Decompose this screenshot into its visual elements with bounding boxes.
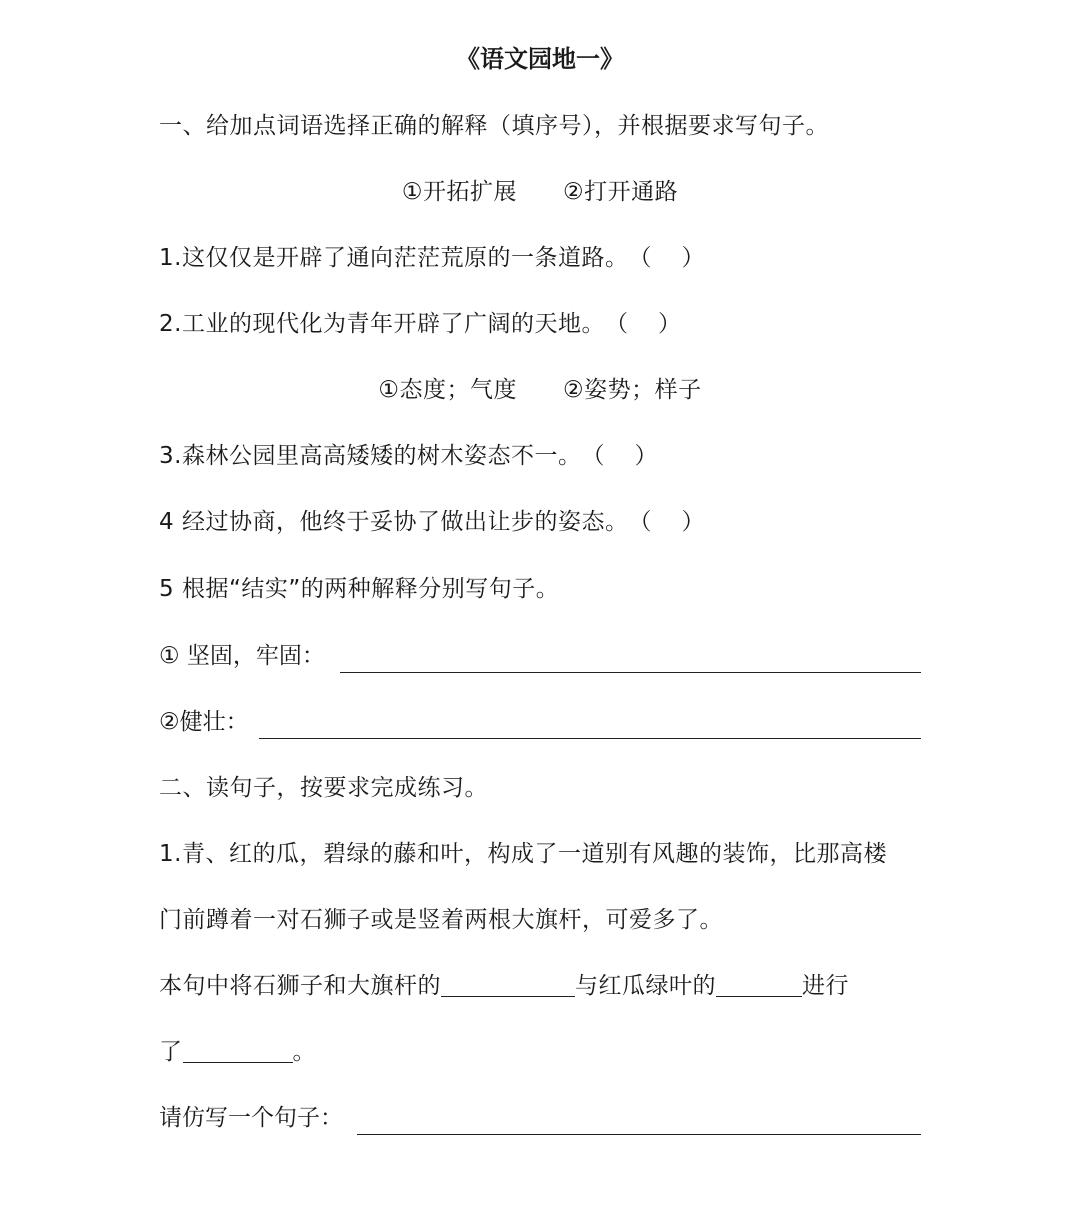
option-a-1: ①开拓扩展 bbox=[401, 179, 517, 205]
fill-sentence-line1: 本句中将石狮子和大旗杆的 与红瓜绿叶的 进行 bbox=[159, 973, 849, 999]
section2-q1-line2: 门前蹲着一对石狮子或是竖着两根大旗杆，可爱多了。 bbox=[159, 907, 723, 933]
q5-a-answer-line[interactable] bbox=[340, 672, 921, 673]
answer-paren-4[interactable]: （ ） bbox=[628, 509, 705, 535]
fill-blank-2[interactable] bbox=[716, 972, 802, 997]
section2-heading: 二、读句子，按要求完成练习。 bbox=[159, 775, 488, 801]
question-4 bbox=[159, 506, 704, 538]
page-title: 《语文园地一》 bbox=[456, 45, 624, 73]
q5-b-answer-line[interactable] bbox=[259, 738, 921, 739]
answer-paren-3[interactable]: （ ） bbox=[581, 443, 658, 469]
imitate-label: 请仿写一个句子： bbox=[159, 1105, 343, 1131]
question-1 bbox=[159, 242, 704, 274]
option-a-2: ②打开通路 bbox=[563, 179, 679, 205]
options-a bbox=[0, 176, 1080, 208]
question-5: 5 根据“结实”的两种解释分别写句子。 bbox=[159, 576, 560, 602]
imitate-answer-line[interactable] bbox=[357, 1134, 921, 1135]
option-b-1: ①态度；气度 bbox=[378, 377, 517, 403]
fill-blank-1[interactable] bbox=[441, 972, 575, 997]
answer-paren-1[interactable]: （ ） bbox=[628, 245, 705, 271]
answer-paren-2[interactable]: （ ） bbox=[604, 311, 681, 337]
question-1-text: 1.这仅仅是开辟了通向茫茫荒原的一条道路。 bbox=[159, 245, 629, 271]
section2-q1-line1: 1.青、红的瓜，碧绿的藤和叶，构成了一道别有风趣的装饰，比那高楼 bbox=[159, 841, 887, 867]
question-2-text: 2.工业的现代化为青年开辟了广阔的天地。 bbox=[159, 311, 605, 337]
fill-sentence-line2: 了 。 bbox=[159, 1039, 316, 1065]
question-3-text: 3.森林公园里高高矮矮的树木姿态不一。 bbox=[159, 443, 582, 469]
q5-b-label: ②健壮： bbox=[159, 709, 249, 735]
option-b-2: ②姿势；样子 bbox=[563, 377, 702, 403]
q5-a-label: ① 坚固，牢固： bbox=[159, 643, 325, 669]
question-2 bbox=[159, 308, 681, 340]
question-3 bbox=[159, 440, 657, 472]
section1-heading: 一、给加点词语选择正确的解释（填序号），并根据要求写句子。 bbox=[159, 113, 829, 139]
question-4-text: 4 经过协商，他终于妥协了做出让步的姿态。 bbox=[159, 509, 629, 535]
options-b bbox=[0, 374, 1080, 406]
fill-blank-3[interactable] bbox=[183, 1038, 293, 1063]
